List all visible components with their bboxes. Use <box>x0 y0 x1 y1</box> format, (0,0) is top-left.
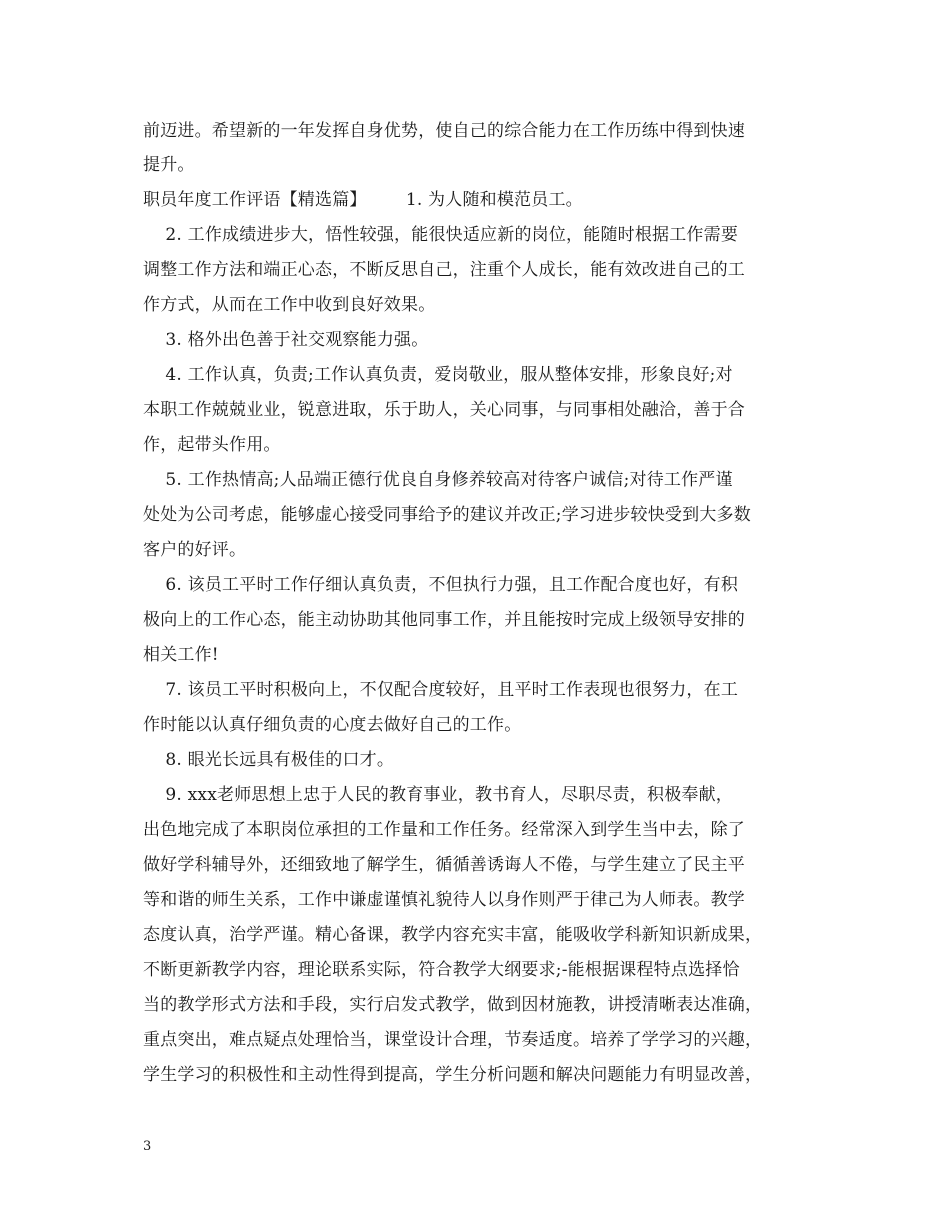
text-line: 7. 该员工平时积极向上，不仅配合度较好，且平时工作表现也很努力，在工 <box>143 680 739 700</box>
text-line: 6. 该员工平时工作仔细认真负责，不但执行力强，且工作配合度也好，有积 <box>143 575 739 595</box>
text-line: 态度认真，治学严谨。精心备课，教学内容充实丰富，能吸收学科新知识新成果， <box>143 925 763 945</box>
text-line: 作，起带头作用。 <box>143 435 281 455</box>
text-line: 4. 工作认真，负责;工作认真负责，爱岗敬业，服从整体安排，形象良好;对 <box>143 365 733 385</box>
text-line: 不断更新教学内容，理论联系实际，符合教学大纲要求;-能根据课程特点选择恰 <box>143 960 740 980</box>
text-line: 学生学习的积极性和主动性得到提高，学生分析问题和解决问题能力有明显改善， <box>143 1065 763 1085</box>
text-line: 2. 工作成绩进步大，悟性较强，能很快适应新的岗位，能随时根据工作需要 <box>143 225 739 245</box>
text-line: 5. 工作热情高;人品端正德行优良自身修养较高对待客户诚信;对待工作严谨 <box>143 470 733 490</box>
text-line: 做好学科辅导外，还细致地了解学生，循循善诱诲人不倦，与学生建立了民主平 <box>143 855 745 875</box>
text-line: 处处为公司考虑，能够虚心接受同事给予的建议并改正;学习进步较快受到大多数 <box>143 505 751 525</box>
text-line: 出色地完成了本职岗位承担的工作量和工作任务。经常深入到学生当中去，除了 <box>143 820 745 840</box>
text-line: 提升。 <box>143 155 195 175</box>
text-line: 等和谐的师生关系，工作中谦虚谨慎礼貌待人以身作则严于律己为人师表。教学 <box>143 890 745 910</box>
text-line: 作时能以认真仔细负责的心度去做好自己的工作。 <box>143 715 522 735</box>
text-line: 重点突出，难点疑点处理恰当，课堂设计合理，节奏适度。培养了学学习的兴趣， <box>143 1030 763 1050</box>
text-line: 相关工作! <box>143 645 219 665</box>
text-line: 前迈进。希望新的一年发挥自身优势，使自己的综合能力在工作历练中得到快速 <box>143 121 745 141</box>
text-line: 本职工作兢兢业业，锐意进取，乐于助人，关心同事，与同事相处融洽，善于合 <box>143 400 745 420</box>
text-line: 当的教学形式方法和手段，实行启发式教学，做到因材施教，讲授清晰表达准确， <box>143 995 763 1015</box>
text-line: 9. xxx老师思想上忠于人民的教育事业，教书育人，尽职尽责，积极奉献， <box>143 785 733 805</box>
text-line: 作方式，从而在工作中收到良好效果。 <box>143 295 436 315</box>
text-line: 3. 格外出色善于社交观察能力强。 <box>143 330 429 350</box>
text-line: 调整工作方法和端正心态，不断反思自己，注重个人成长，能有效改进自己的工 <box>143 260 745 280</box>
page-number: 3 <box>143 1139 152 1154</box>
text-line: 客户的好评。 <box>143 540 247 560</box>
text-line: 极向上的工作心态，能主动协助其他同事工作，并且能按时完成上级领导安排的 <box>143 610 745 630</box>
text-line: 8. 眼光长远具有极佳的口才。 <box>143 750 395 770</box>
section-heading-line: 职员年度工作评语【精选篇】 1. 为人随和模范员工。 <box>143 190 583 210</box>
